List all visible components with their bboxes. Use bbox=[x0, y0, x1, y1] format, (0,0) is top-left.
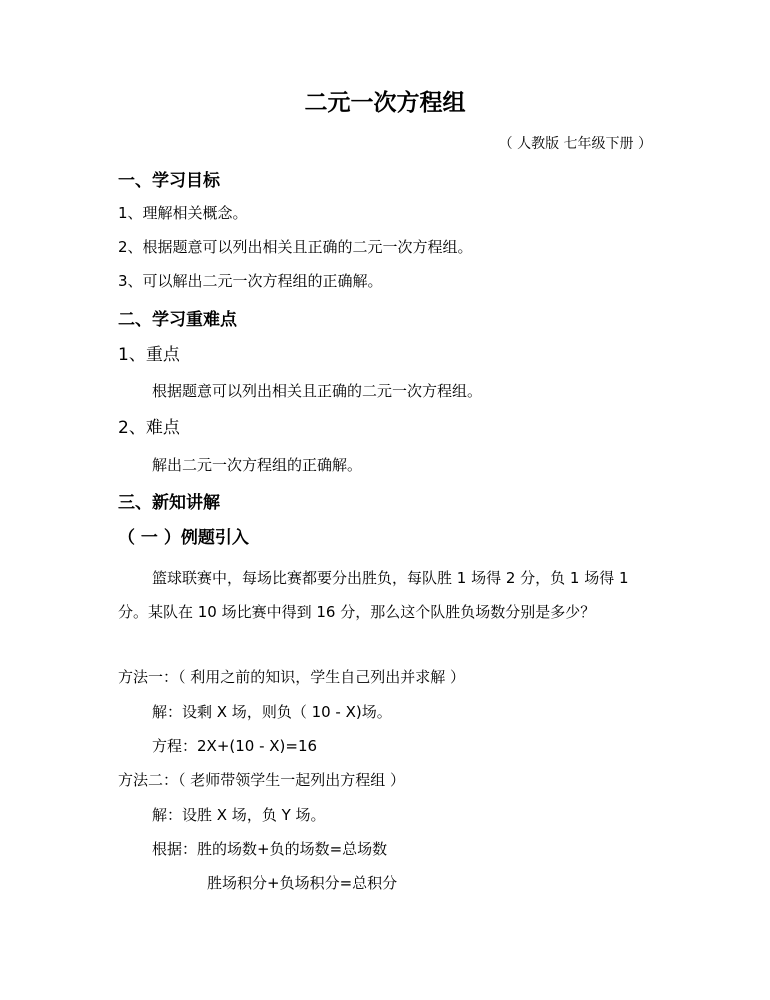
goal-item: 3、可以解出二元一次方程组的正确解。 bbox=[118, 272, 383, 290]
method-two-basis-2: 胜场积分+负场积分=总积分 bbox=[207, 874, 398, 892]
example-problem: 篮球联赛中，每场比赛都要分出胜负，每队胜 1 场得 2 分，负 1 场得 1 分。某队在 10 场比赛中得到 16 分，那么这个队胜负场数分别是多少？ bbox=[118, 569, 629, 621]
example-subheading: （ 一 ）例题引入 bbox=[118, 528, 249, 548]
method-two-label: 方法二：（ 老师带领学生一起列出方程组 ） bbox=[118, 771, 406, 789]
key-point-heading: 1、重点 bbox=[118, 345, 180, 365]
section-heading-key-difficult: 二、学习重难点 bbox=[118, 310, 237, 330]
section-heading-goals: 一、学习目标 bbox=[118, 171, 220, 191]
method-one-solution: 解：设剩 X 场，则负（ 10 - X)场。 bbox=[152, 703, 392, 721]
difficulty-heading: 2、难点 bbox=[118, 418, 180, 438]
key-point-text: 根据题意可以列出相关且正确的二元一次方程组。 bbox=[152, 382, 483, 400]
difficulty-text: 解出二元一次方程组的正确解。 bbox=[152, 456, 363, 474]
method-one-label: 方法一：（ 利用之前的知识，学生自己列出并求解 ） bbox=[118, 668, 466, 686]
document-subtitle: （ 人教版 七年级下册 ） bbox=[498, 136, 652, 152]
document-title: 二元一次方程组 bbox=[304, 90, 466, 116]
section-heading-new-knowledge: 三、新知讲解 bbox=[118, 493, 220, 513]
method-one-equation: 方程：2X+(10 - X)=16 bbox=[152, 737, 318, 755]
goal-item: 2、根据题意可以列出相关且正确的二元一次方程组。 bbox=[118, 238, 473, 256]
goal-item: 1、理解相关概念。 bbox=[118, 204, 248, 222]
method-two-solution: 解：设胜 X 场，负 Y 场。 bbox=[152, 806, 326, 824]
method-two-basis-1: 根据：胜的场数+负的场数=总场数 bbox=[152, 840, 388, 858]
